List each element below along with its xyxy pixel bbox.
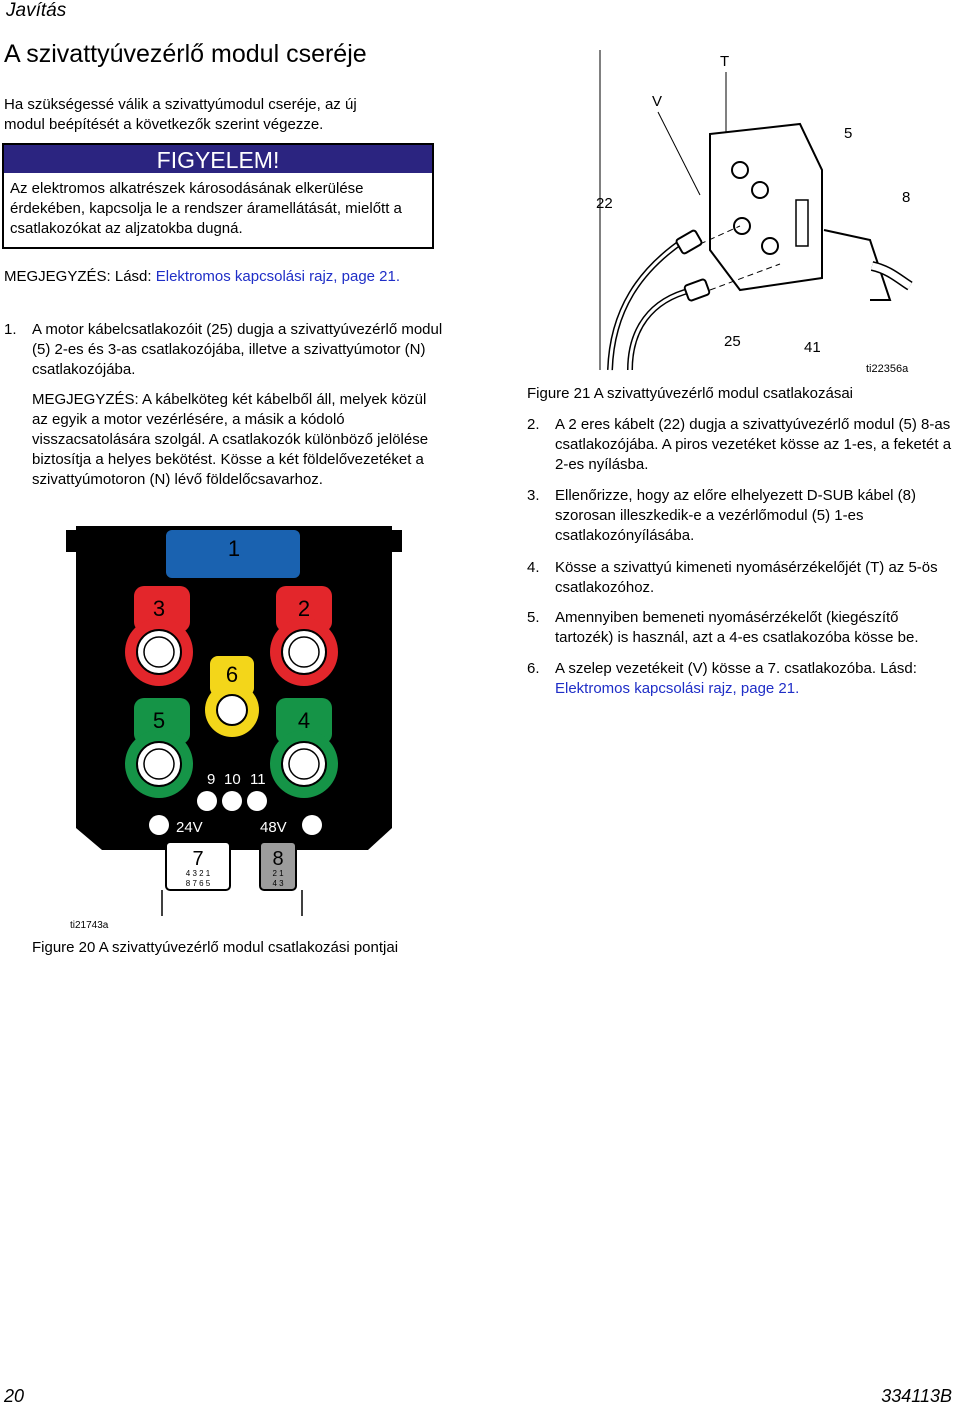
note-text: Lásd: bbox=[114, 268, 152, 285]
page-number: 20 bbox=[4, 1386, 25, 1406]
step-number: 1. bbox=[4, 321, 17, 338]
warning-heading: FIGYELEM! bbox=[4, 145, 432, 173]
v48-label: 48V bbox=[260, 819, 287, 836]
connector-5 bbox=[125, 698, 193, 798]
step-text: Kösse a szivattyú kimeneti nyomásérzékelőjét (T) az 5-ös csatlakozóhoz. bbox=[555, 559, 938, 596]
module-body bbox=[710, 124, 822, 290]
connector-1-label: 1 bbox=[227, 536, 241, 561]
warning-box bbox=[2, 143, 434, 249]
label-25: 25 bbox=[724, 333, 741, 350]
led-10 bbox=[222, 791, 242, 811]
figure21-connection-diagram bbox=[596, 50, 950, 380]
connector-2-label: 2 bbox=[297, 596, 311, 621]
connector-8-pins-top: 2 1 bbox=[272, 869, 284, 878]
note-label: MEGJEGYZÉS: bbox=[4, 268, 111, 285]
connector-3 bbox=[125, 586, 193, 686]
step-6-text: A szelep vezetékeit (V) kösse a 7. csatlakozóba. Lásd: bbox=[555, 660, 917, 677]
connector-7-label: 7 bbox=[192, 848, 204, 870]
led-11 bbox=[247, 791, 267, 811]
intro-paragraph: Ha szükségessé válik a szivattyúmodul cseréje, az új modul beépítését a következők szerint végezze. bbox=[4, 96, 357, 133]
step-number: 2. bbox=[527, 416, 540, 433]
step-text bbox=[555, 659, 960, 699]
figure20-module-diagram bbox=[62, 520, 407, 920]
led-9-label: 9 bbox=[207, 771, 216, 788]
note-electrical bbox=[4, 266, 434, 287]
connector-7-pins-top: 4 3 2 1 bbox=[185, 869, 211, 878]
warning-text: Az elektromos alkatrészek károsodásának elkerülése érdekében, kapcsolja le a rendszer áramellátását, mielőtt a csatlakozókat az aljzatokba dugná. bbox=[10, 180, 402, 237]
label-8: 8 bbox=[902, 189, 911, 206]
section-header: Javítás bbox=[6, 0, 67, 21]
step-text: A motor kábelcsatlakozóit (25) dugja a szivattyúvezérlő modul (5) 2-es és 3-as csatlakozójába, illetve a szivattyúmotor (N) csatlakozójába. bbox=[32, 321, 443, 378]
wiring-diagram-link[interactable]: Elektromos kapcsolási rajz, page 21. bbox=[555, 680, 800, 697]
led-9 bbox=[197, 791, 217, 811]
figure21-id: ti22356a bbox=[866, 363, 909, 375]
figure20-caption: Figure 20 A szivattyúvezérlő modul csatlakozási pontjai bbox=[32, 939, 399, 956]
v24-label: 24V bbox=[176, 819, 203, 836]
led-10-label: 10 bbox=[224, 771, 241, 788]
note-cable bbox=[32, 390, 442, 490]
connector-4 bbox=[270, 698, 338, 798]
step-text: A 2 eres kábelt (22) dugja a szivattyúvezérlő modul (5) 8-as csatlakozójába. A piros vezetéket kösse az 1-es, a feketét a 2-es nyílásba. bbox=[555, 416, 952, 473]
label-22: 22 bbox=[596, 195, 613, 212]
step-number: 6. bbox=[527, 660, 540, 677]
step-text: Ellenőrizze, hogy az előre elhelyezett D-SUB kábel (8) szorosan illeszkedik-e a vezérlőmodul (5) 1-es csatlakozónyílásába. bbox=[555, 487, 917, 544]
figure20-id: ti21743a bbox=[70, 920, 109, 931]
label-T: T bbox=[720, 53, 730, 70]
led-48v bbox=[302, 815, 322, 835]
page-title: A szivattyúvezérlő modul cseréje bbox=[4, 40, 367, 68]
connector-8-pins-bottom: 4 3 bbox=[272, 879, 284, 888]
step-number: 5. bbox=[527, 609, 540, 626]
note-text: A kábelköteg két kábelből áll, melyek közül az egyik a motor vezérlésére, a másik a kódoló visszacsatolására szolgál. A csatlakozók különböző jelölése biztosítja a helyes bekötést. Kösse a két földelővezetéket a szivattyúmotoron (N) lévő földelőcsavarhoz. bbox=[32, 391, 429, 488]
label-V: V bbox=[652, 93, 663, 110]
step-number: 4. bbox=[527, 559, 540, 576]
connector-5-label: 5 bbox=[152, 708, 166, 733]
label-41: 41 bbox=[804, 339, 821, 356]
step-number: 3. bbox=[527, 487, 540, 504]
led-11-label: 11 bbox=[250, 771, 266, 788]
connector-7-pins-bottom: 8 7 6 5 bbox=[185, 879, 211, 888]
label-5: 5 bbox=[844, 125, 853, 142]
wiring-diagram-link[interactable]: Elektromos kapcsolási rajz, page 21. bbox=[155, 268, 401, 285]
connector-6 bbox=[205, 656, 259, 737]
figure21-caption: Figure 21 A szivattyúvezérlő modul csatlakozásai bbox=[527, 385, 853, 402]
document-number: 334113B bbox=[881, 1386, 952, 1406]
connector-6-label: 6 bbox=[225, 662, 239, 687]
connector-3-label: 3 bbox=[152, 596, 166, 621]
led-24v bbox=[149, 815, 169, 835]
connector-4-label: 4 bbox=[297, 708, 311, 733]
step-text: Amennyiben bemeneti nyomásérzékelőt (kiegészítő tartozék) is használ, azt a 4-es csatlakozóba kösse be. bbox=[555, 609, 919, 646]
connector-8-label: 8 bbox=[272, 848, 284, 870]
connector-2 bbox=[270, 586, 338, 686]
note-label: MEGJEGYZÉS: bbox=[32, 391, 139, 408]
